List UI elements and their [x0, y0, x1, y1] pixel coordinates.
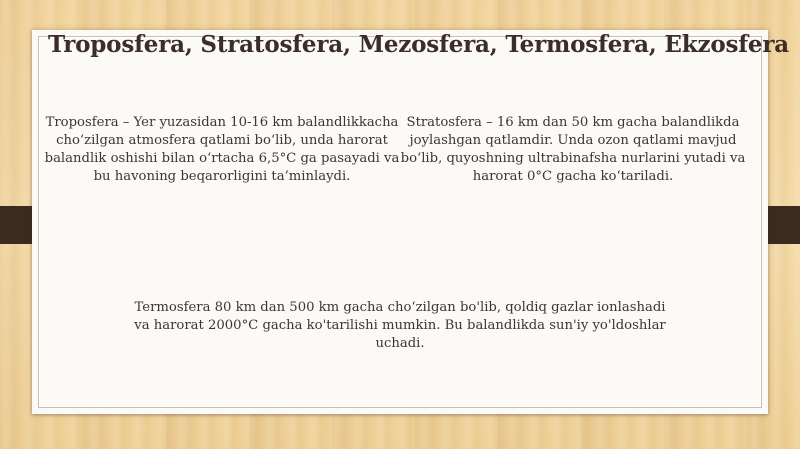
termosfera-paragraph: Termosfera 80 km dan 500 km gacha cho‘zilgan bo'lib, qoldiq gazlar ionlashadi va harorat 2000°C gacha ko'tarilishi mumkin. Bu balandlikda sun'iy yo'ldoshlar uchadi. — [134, 300, 666, 351]
slide-card — [32, 30, 768, 414]
troposfera-paragraph: Troposfera – Yer yuzasidan 10-16 km balandlikkacha cho‘zilgan atmosfera qatlami bo‘lib, unda harorat balandlik oshishi bilan o‘rtacha 6,5°C ga pasayadi va bu havoning beqarorligini ta’minlaydi. — [44, 115, 400, 184]
stratosfera-paragraph: Stratosfera – 16 km dan 50 km gacha balandlikda joylashgan qatlamdir. Unda ozon qatlami mavjud bo‘lib, quyoshning ultrabinafsha nurlarini yutadi va harorat 0°C gacha ko‘tariladi. — [400, 115, 746, 184]
slide-title: Troposfera, Stratosfera, Mezosfera, Termosfera, Ekzosfera — [48, 31, 789, 58]
